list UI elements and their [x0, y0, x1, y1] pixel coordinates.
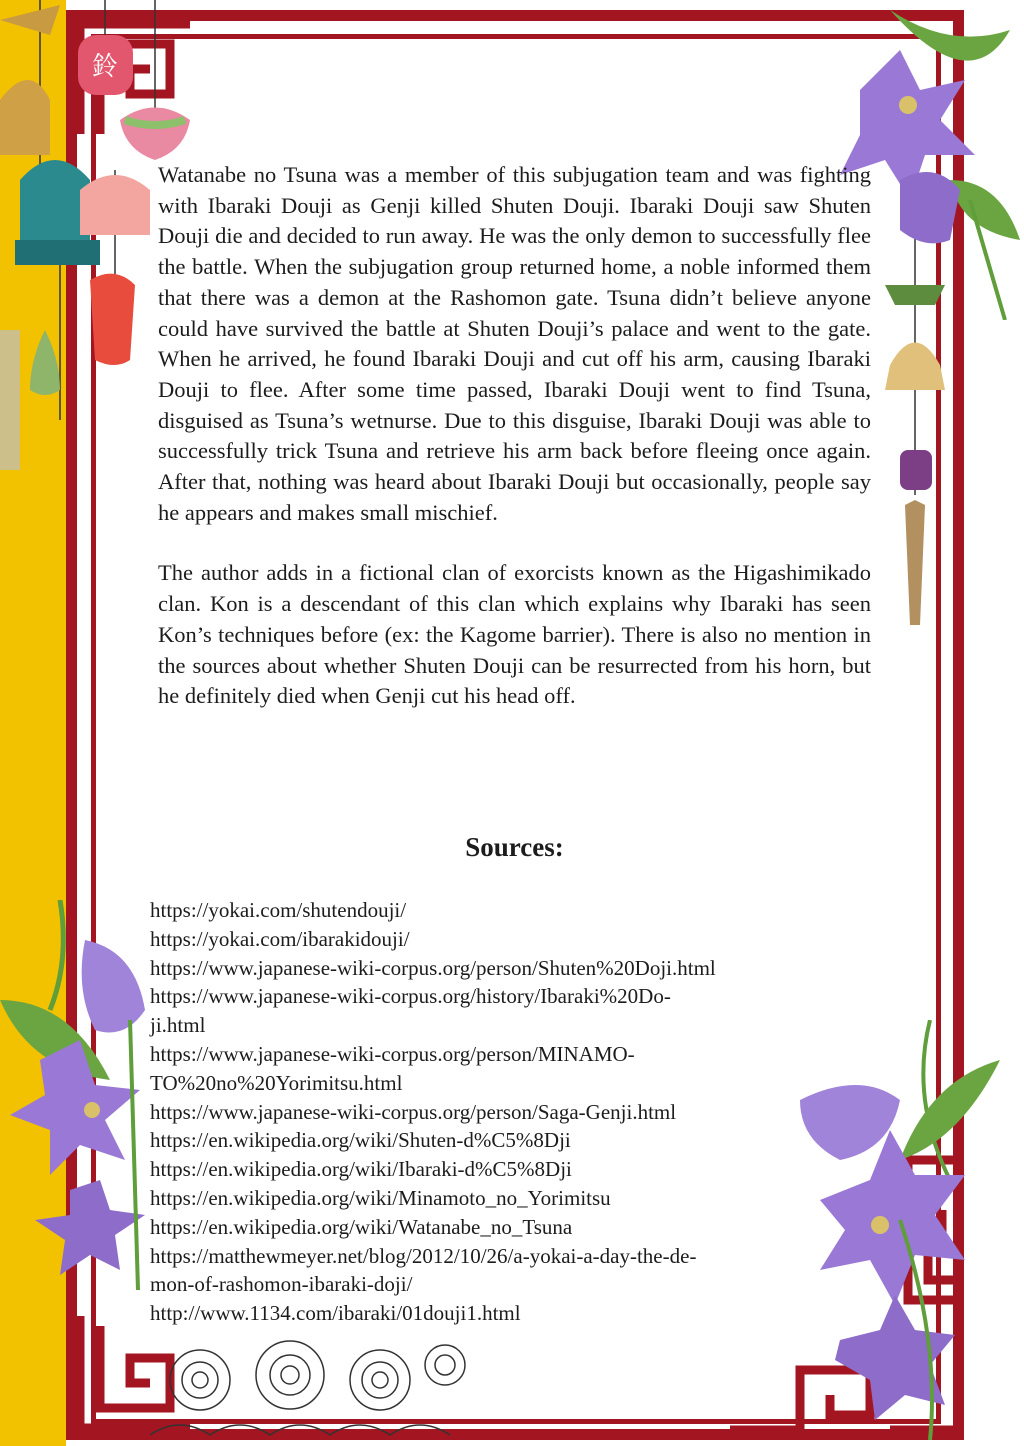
bellflower-icon — [0, 900, 170, 1290]
source-link[interactable]: http://www.1134.com/ibaraki/01douji1.html — [150, 1301, 521, 1326]
source-link[interactable]: https://en.wikipedia.org/wiki/Ibaraki-d%C5%8Dji — [150, 1157, 572, 1182]
source-link[interactable]: https://en.wikipedia.org/wiki/Minamoto_no_Yorimitsu — [150, 1185, 611, 1210]
source-link[interactable]: https://www.japanese-wiki-corpus.org/person/Shuten%20Doji.html — [150, 955, 716, 980]
body-text — [158, 160, 871, 712]
sources-heading: Sources: — [465, 832, 564, 862]
source-link[interactable]: https://yokai.com/ibarakidouji/ — [150, 926, 410, 951]
source-link[interactable]: https://en.wikipedia.org/wiki/Shuten-d%C5%8Dji — [150, 1128, 571, 1153]
source-link[interactable]: https://en.wikipedia.org/wiki/Watanabe_no_Tsuna — [150, 1214, 573, 1239]
svg-text:鈴: 鈴 — [91, 52, 119, 82]
paragraph-author-notes: The author adds in a fictional clan of exorcists known as the Higashimikado clan. Kon is a descendant of this clan which explains why Ibaraki has seen Kon’s techniques before (ex: the Kagome barrier). There is also no mention in the sources about whether Shuten Douji can be resurrected from his horn, but he definitely died when Genji cut his head off. — [158, 560, 871, 709]
source-link[interactable]: https://yokai.com/shutendouji/ — [150, 898, 407, 922]
source-link[interactable]: https://matthewmeyer.net/blog/2012/10/26/a-yokai-a-day-the-de- mon-of-rashomon-ibaraki-doji/ — [150, 1243, 697, 1297]
paragraph-tsuna-ibaraki: Watanabe no Tsuna was a member of this subjugation team and was fighting with Ibaraki Douji as Genji killed Shuten Douji. Ibaraki Douji saw Shuten Douji die and decided to run away. He was the only demon to successfully flee the battle. When the subjugation group returned home, a noble informed them that there was a demon at the Rashomon gate. Tsuna didn’t believe anyone could have survived the battle at Shuten Douji’s palace and went to the gate. When he arrived, he found Ibaraki Douji and cut off his arm, causing Ibaraki Douji to flee. After some time passed, Ibaraki Douji went to find Tsuna, disguised as Tsuna’s wetnurse. Due to this disguise, Ibaraki Douji was able to successfully trick Tsuna and retrieve his arm back before fleeing once again. After that, nothing was heard about Ibaraki Douji but occasionally, people say he appears and makes small mischief. — [158, 162, 871, 525]
cloud-icon — [140, 1325, 480, 1440]
source-link[interactable]: https://www.japanese-wiki-corpus.org/person/MINAMO- TO%20no%20Yorimitsu.html — [150, 1041, 635, 1095]
source-link[interactable]: https://www.japanese-wiki-corpus.org/person/Saga-Genji.html — [150, 1099, 677, 1124]
sources-list — [150, 896, 890, 1328]
source-link[interactable]: https://www.japanese-wiki-corpus.org/history/Ibaraki%20Do- ji.html — [150, 984, 671, 1038]
